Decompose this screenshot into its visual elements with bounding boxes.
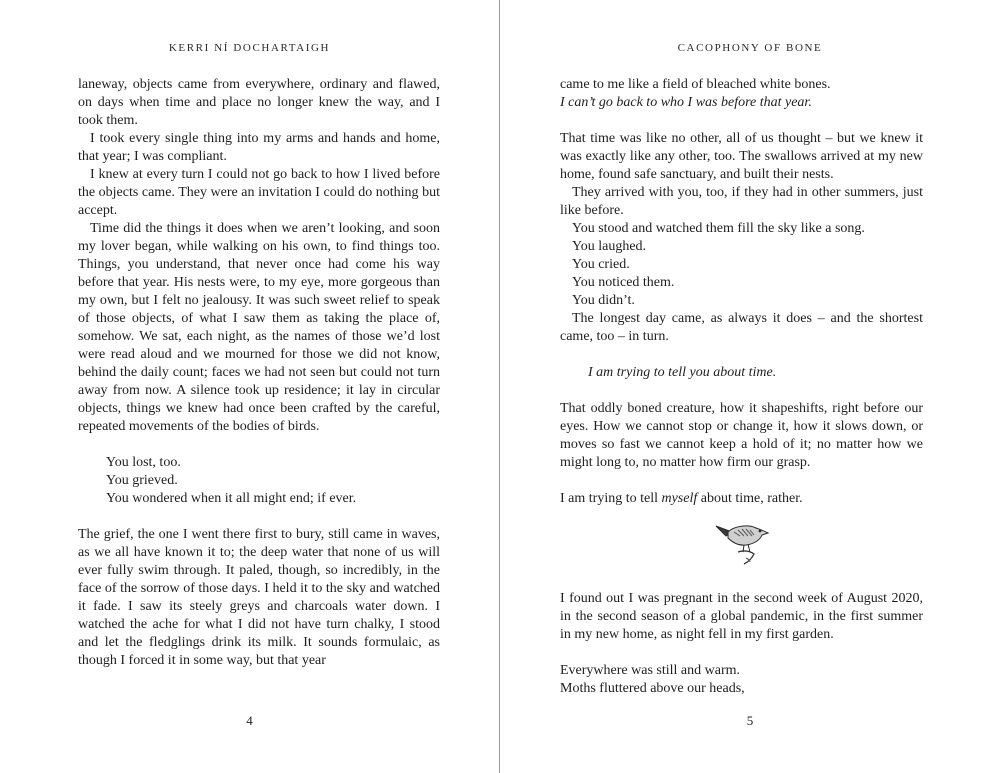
page-number: 5 <box>746 713 754 728</box>
line-list <box>560 220 923 346</box>
paragraph: laneway, objects came from everywhere, ordinary and flawed, on days when time and place no longer knew the way, and I took them. <box>78 77 440 128</box>
verse-line: You lost, too. <box>106 455 181 470</box>
italic-line: I can’t go back to who I was before that year. <box>560 95 812 110</box>
paragraph: That time was like no other, all of us thought – but we knew it was exactly like any other, too. The swallows arrived at my new home, found safe sanctuary, and built their nests. <box>560 131 923 182</box>
right-page-text <box>560 76 923 698</box>
list-line: You didn’t. <box>572 293 635 308</box>
right-page <box>500 0 1000 773</box>
list-line: You stood and watched them fill the sky like a song. <box>572 221 865 236</box>
paragraph: I found out I was pregnant in the second week of August 2020, in the second season of a global pandemic, in the first summer in my new home, as night fell in my first garden. <box>560 591 923 642</box>
paragraph: They arrived with you, too, if they had in other summers, just like before. <box>560 185 923 218</box>
paragraph: Moths fluttered above our heads, <box>560 681 745 696</box>
paragraph: I knew at every turn I could not go back to how I lived before the objects came. They were an invitation I could do nothing but accept. <box>78 167 440 218</box>
list-line: The longest day came, as always it does – and the shortest came, too – in turn. <box>560 311 923 344</box>
paragraph: I took every single thing into my arms and hands and home, that year; I was compliant. <box>78 131 440 164</box>
running-head-author: KERRI NÍ DOCHARTAIGH <box>168 42 331 54</box>
paragraph: Everywhere was still and warm. <box>560 663 740 678</box>
paragraph: I am trying to tell myself about time, rather. <box>560 491 803 506</box>
verse-block <box>78 454 440 508</box>
left-page-text <box>78 76 440 670</box>
paragraph: That oddly boned creature, how it shapeshifts, right before our eyes. How we cannot stop or change it, how it slows down, or moves so fast we cannot keep a hold of it; no matter how we might long to, no matter how firm our grasp. <box>560 401 923 470</box>
wren-illustration <box>710 514 774 566</box>
verse-line: You wondered when it all might end; if ever. <box>106 491 357 506</box>
page-number: 4 <box>246 713 253 728</box>
emphasis: myself <box>661 491 698 506</box>
verse-line: You grieved. <box>106 473 178 488</box>
list-line: You laughed. <box>572 239 647 254</box>
italic-quote: I am trying to tell you about time. <box>588 365 777 380</box>
paragraph: The grief, the one I went there first to bury, still came in waves, as we all have known it to; the deep water that none of us will ever fully swim through. It paled, though, so incredibly, in the face of the sorrow of those days. I held it to the sky and watched it fade. I saw its steely greys and charcoals water down. I watched the ache for what I did not have turn chalky, I stood and let the fledglings drink its milk. It sounds formulaic, as though I forced it in some way, but that year <box>78 527 440 668</box>
paragraph: came to me like a field of bleached white bones. <box>560 77 831 92</box>
list-line: You noticed them. <box>572 275 675 290</box>
running-head-title: CACOPHONY OF BONE <box>677 42 823 54</box>
left-page <box>0 0 499 773</box>
paragraph: Time did the things it does when we aren’t looking, and soon my lover began, while walking on his own, to find things too. Things, you understand, that never once had come his way before that year. His nests were, to my eye, more gorgeous than my own, but I felt no jealousy. It was such sweet relief to speak of those objects, of what I saw them as taking the place of, somehow. We sat, each night, as the names of those we’d lost were read aloud and we mourned for those we did not know, behind the daily count; faces we had not seen but could not turn away from now. A silence took up residence; it lay in circular objects, things we knew had once been crafted by the careful, repeated movements of the bodies of birds. <box>78 221 440 434</box>
list-line: You cried. <box>572 257 630 272</box>
